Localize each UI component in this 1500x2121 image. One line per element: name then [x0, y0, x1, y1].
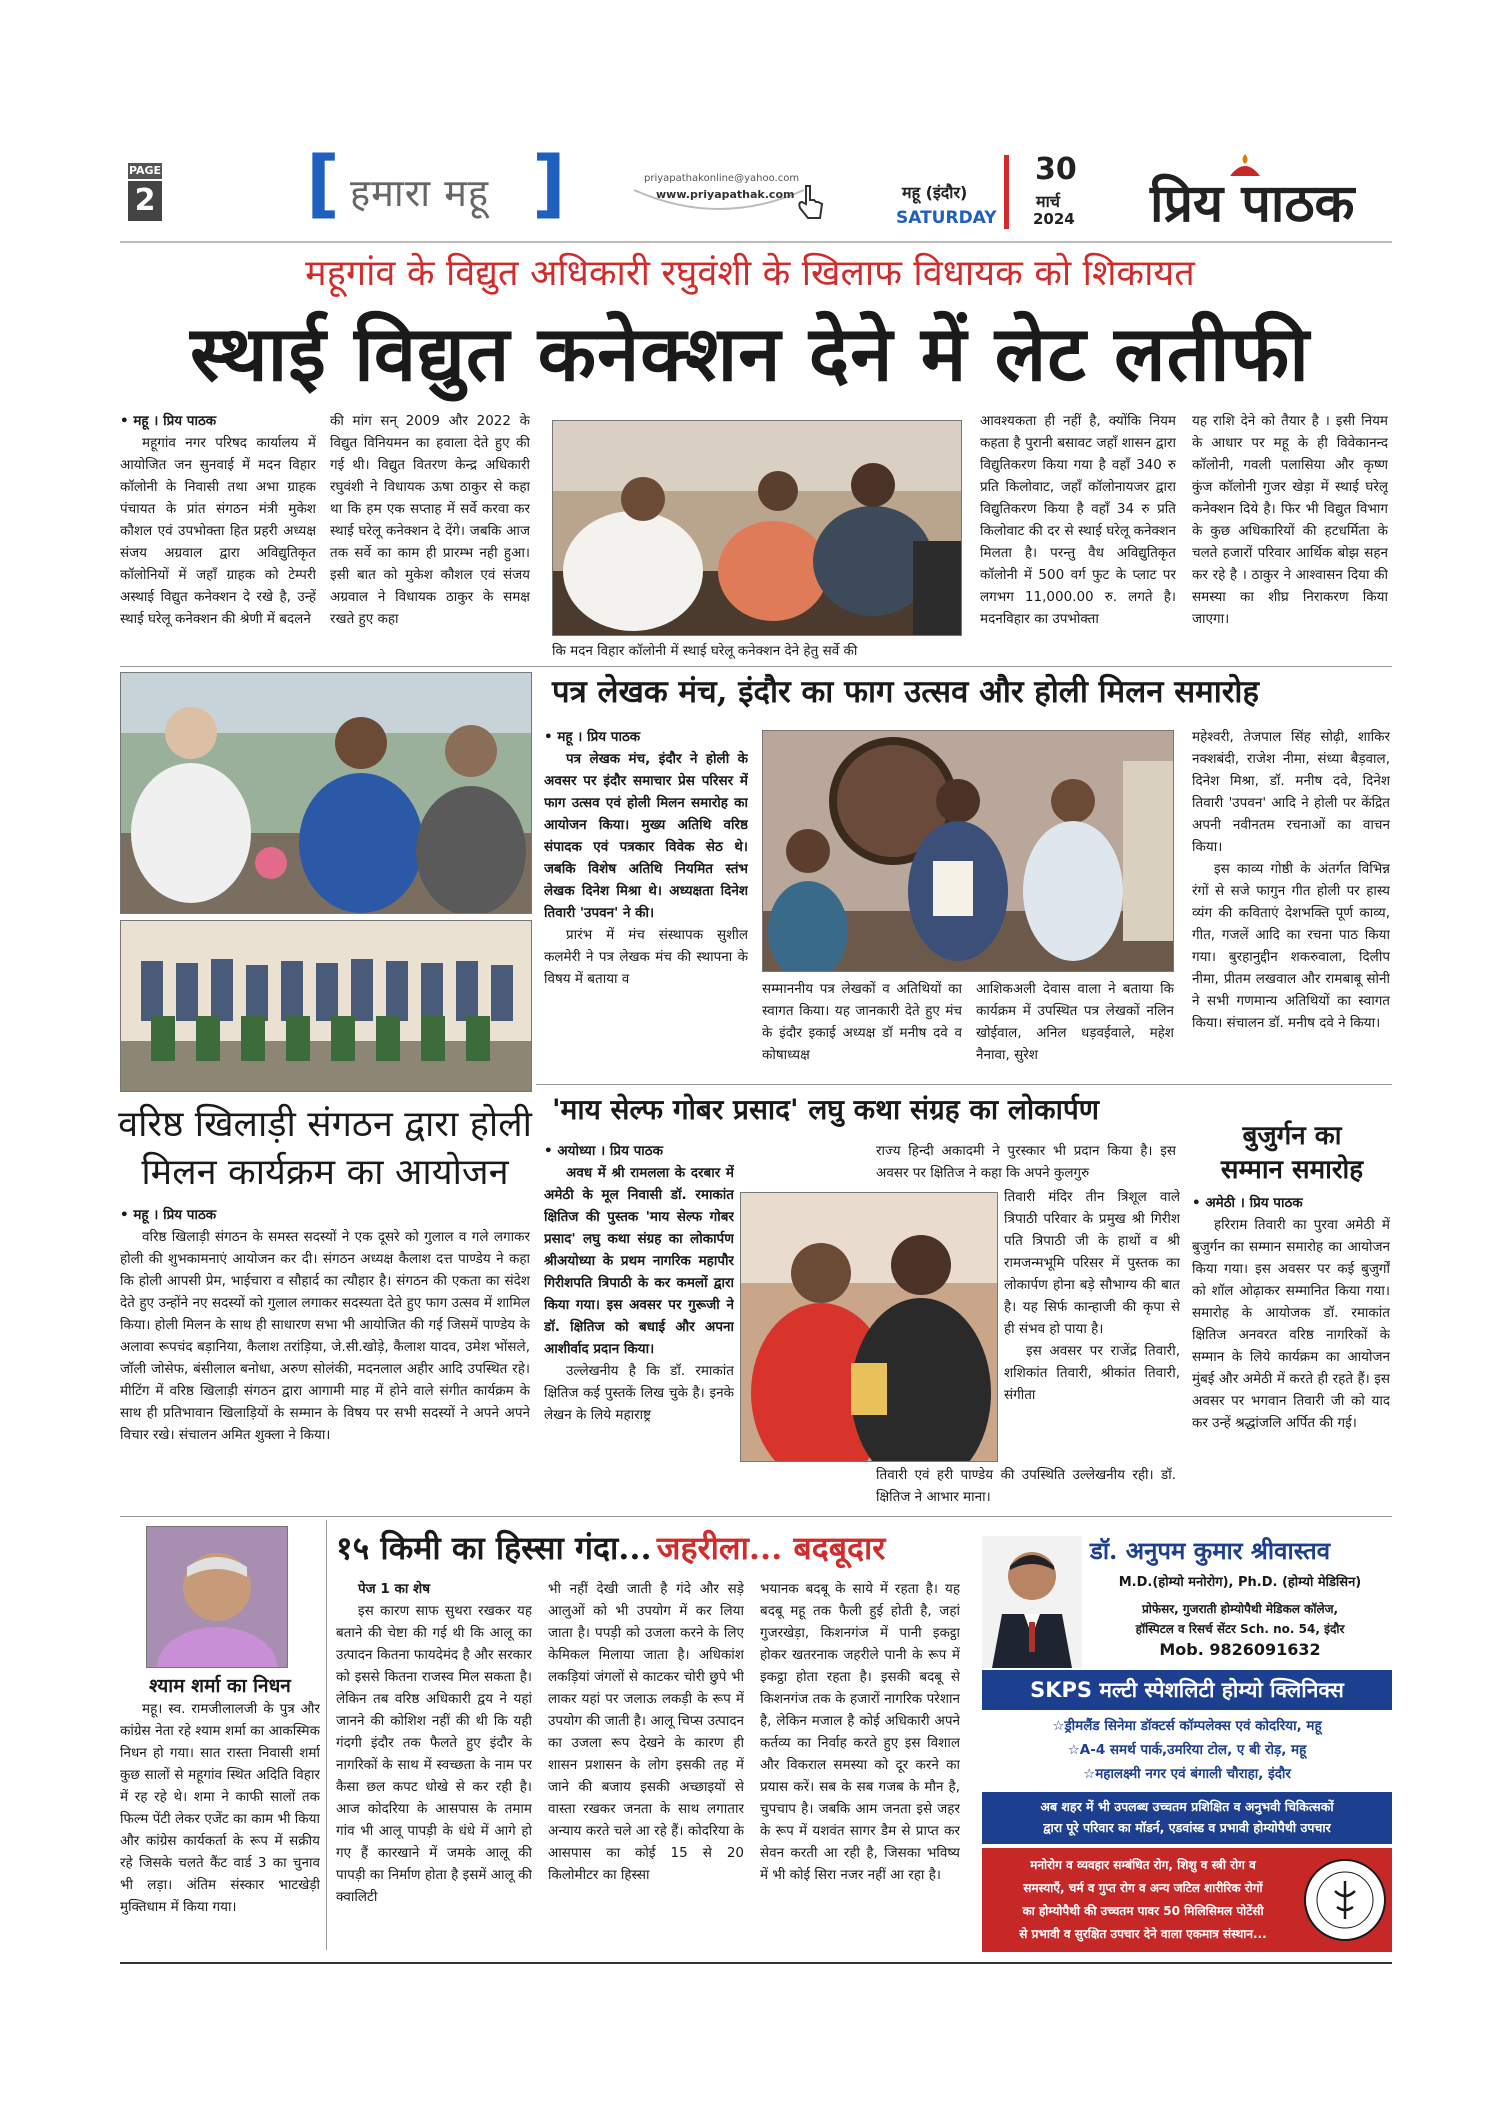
story5-headline-2: सम्मान समारोह: [1220, 1155, 1364, 1185]
doctor-name: डॉ. अनुपम कुमार श्रीवास्तव: [1090, 1536, 1331, 1565]
obituary-body: [120, 1698, 320, 1950]
page-label: PAGE: [128, 164, 162, 177]
story4-col2-top-text: राज्य हिन्दी अकादमी ने पुरस्कार भी प्रदान किया है। इस अवसर पर क्षितिज ने कहा कि अपने कुलगुरु: [876, 1143, 1176, 1181]
story3-headline-1: वरिष्ठ खिलाड़ी संगठन द्वारा होली: [118, 1104, 532, 1145]
story2-lead: पत्र लेखक मंच, इंदौर ने होली के अवसर पर इंदौर समाचार प्रेस परिसर में फाग उत्सव एवं होली मिलन समारोह का आयोजन किया। मुख्य अतिथि वरिष्ठ संपादक एवं पत्रकार विवेक सेठ थे। जबकि विशेष अतिथि नियमित स्तंभ लेखक दिनेश मिश्रा थे। अध्यक्षता दिनेश तिवारी 'उपवन' ने की।: [544, 751, 748, 921]
story6-col1-text: इस कारण साफ सुथरा रखकर यह बताने की चेष्टा की गई थी कि आलू का उत्पादन कितना फायदेमंद है और सरकार को इससे कितना राजस्व मिल सकता है। लेकिन तब वरिष्ठ अधिकारी द्वय ने यहां जानने की कोशिश नहीं की थी कि यही गंदगी इंदौर तक फैलते हुए इंदौर के नागरिकों के साथ में स्वच्छता के नाम पर कैसा छल कपट धोखे से कर रही है। आज कोदरिया के आसपास के तमाम गांव भी आलू पापड़ी के धंधे में आगे हो गए हैं कारखाने में जमके आलू की पापड़ी का निर्माण होता है इसमें आलू की क्वालिटी: [336, 1603, 532, 1905]
clinic-bottom-2: समस्याएँ, चर्म व गुप्त रोग व अन्य जटिल शारीरिक रोगों: [1023, 1881, 1263, 1895]
clinic-bottom-box: [982, 1848, 1392, 1952]
clinic-bottom-1: मनोरोग व व्यवहार सम्बंधित रोग, शिशु व स्त्री रोग व: [1030, 1858, 1256, 1872]
doctor-degrees: M.D.(होम्यो मनोरोग), Ph.D. (होम्यो मेडिसिन): [1118, 1575, 1362, 1590]
story1-col1: [120, 410, 316, 660]
doctor-position-1: प्रोफेसर, गुजराती होम्योपैथी मेडिकल कॉलेज,: [1141, 1602, 1339, 1616]
story4-col3-bottom-text: तिवारी एवं हरी पाण्डेय की उपस्थिति उल्लेखनीय रही। डॉ. क्षितिज ने आभार माना।: [876, 1467, 1176, 1505]
obituary-photo: [146, 1526, 288, 1668]
story2-photo-2: [120, 920, 532, 1092]
page-label-box: [128, 163, 162, 223]
story1-kicker: महूगांव के विद्युत अधिकारी रघुवंशी के खिलाफ विधायक को शिकायत: [305, 253, 1195, 294]
story4-headline: 'माय सेल्फ गोबर प्रसाद' लघु कथा संग्रह का लोकार्पण: [552, 1093, 1099, 1126]
story6-headline-red: जहरीला... बदबूदार: [656, 1529, 886, 1567]
story4-col2-top: [876, 1140, 1176, 1186]
date-month: मार्च: [1036, 192, 1060, 211]
story3-body-text: वरिष्ठ खिलाड़ी संगठन के समस्त सदस्यों ने एक दूसरे को गुलाल व गले लगाकर होली की शुभकामनाएं आयोजन कर दी। संगठन अध्यक्ष कैलाश दत्त पाण्डेय ने कहा कि होली आपसी प्रेम, भाईचारा व सौहार्द का त्यौहार है। संगठन की एकता का संदेश देते हुए उन्होंने नए सदस्यों को गुलाल लगाकर सदस्यता देते हुए फाग उत्सव में शामिल किया। होली मिलन के साथ ही साधारण सभा भी आयोजित की गई जिसमें पाण्डेय के अलावा रूपचंद बड़ानिया, कैलाश तरांड़िया, जे.सी.खोड़े, कैलाश यादव, उमेश भोंसले, जॉली जोसेफ, बंसीलाल बनोधा, अरुण सोलंकी, मदनलाल अहीर आदि उपस्थित रहे। मीटिंग में वरिष्ठ खिलाड़ी संगठन द्वारा आगामी माह में होने वाले संगीत कार्यक्रम के साथ ही प्रतिभावान खिलाड़ियों के सम्मान के विषय पर सभी सदस्यों ने अपने अपने विचार रखे। संचालन अमित शुक्ला ने किया।: [120, 1229, 530, 1443]
story6-col2-text: भी नहीं देखी जाती है गंदे और सड़े आलुओं को भी उपयोग में कर लिया जाता है। पपड़ी को उजला करने के लिए केमिकल मिलाया जाता है। अधिकांश लकड़ियां जंगलों से काटकर चोरी छुपे भी लाकर यहां पर जलाऊ लकड़ी के रूप में उपयोग की जाती है। आलू चिप्स उत्पादन का उजला रूप देखने के कारण ही शासन प्रशासन के लोग इसकी तह में जाने की बजाय इसकी अच्छाइयों से वास्ता रखकर जनता के साथ लगातार अन्याय करते चले आ रहे हैं। कोदरिया के आसपास का कोई 15 से 20 किलोमीटर का हिस्सा: [548, 1581, 744, 1883]
section-header: [306, 141, 566, 227]
story1-col4: [1192, 410, 1388, 660]
story4-col3: [1004, 1186, 1180, 1466]
story6-col1: [336, 1578, 532, 1958]
clinic-banner: [982, 1792, 1392, 1844]
obituary-body-text: महू। स्व. रामजीलालजी के पुत्र और कांग्रेस नेता रहे श्याम शर्मा का आकस्मिक निधन हो गया। सात रास्ता निवासी शर्मा कुछ सालों से महूगांव स्थित अदिति विहार में रह रहे थे। शमा ने काफी सालों तक फिल्म पेंटी लेकर एजेंट का काम भी किया और कांग्रेस कार्यकर्ता के रूप में सक्रीय रहे जिसके चलते कैंट वार्ड 3 का चुनाव भी लड़ा। अंतिम संस्कार भाटखेड़ी मुक्तिधाम में किया गया।: [120, 1701, 320, 1915]
section-title: हमारा महू: [350, 171, 490, 215]
story1-bottom-rule: [120, 666, 1392, 667]
story5-headline-1: बुजुर्गन का: [1242, 1121, 1342, 1151]
masthead-rule: [120, 241, 1392, 243]
story2-photo-1: [120, 672, 532, 914]
story2-col1-tail: प्रारंभ में मंच संस्थापक सुशील कलमेरी ने पत्र लेखक मंच की स्थापना के विषय में बताया व: [544, 927, 748, 987]
story5-body-text: हरिराम तिवारी का पुरवा अमेठी में बुजुर्गन का सम्मान समारोह का आयोजन किया गया। इस अवसर पर कई बुजुर्गों को शॉल ओढ़ाकर सम्मानित किया गया।समारोह के आयोजक डॉ. रमाकांत क्षितिज अनवरत वरिष्ठ नागरिकों के सम्मान के लिये कार्यक्रम का आयोजन मुंबई और अमेठी में करते ही रहते हैं। इस अवसर पर भगवान तिवारी जी को याद कर उन्हें श्रद्धांजलि अर्पित की गई।: [1192, 1217, 1390, 1431]
story6-col3: [760, 1578, 960, 1958]
clinic-address-3: ☆महालक्ष्मी नगर एवं बंगाली चौराहा, इंदौर: [1083, 1766, 1291, 1782]
story2-col2: [762, 978, 962, 1068]
page-number: 2: [128, 181, 162, 221]
story4-lead: अवध में श्री रामलला के दरबार में अमेठी के मूल निवासी डॉ. रमाकांत क्षितिज की पुस्तक 'माय सेल्फ गोबर प्रसाद' लघु कथा संग्रह का लोकार्पण श्रीअयोध्या के प्रथम नागरिक महापौर गिरीशपति त्रिपाठी के कर कमलों द्वारा किया गया। इस अवसर पर गुरूजी ने डॉ. क्षितिज को बधाई और अपना आशीर्वाद प्रदान किया।: [544, 1165, 734, 1357]
lower-rule: [120, 1516, 1392, 1517]
story5-body: [1192, 1192, 1390, 1512]
date-year: 2024: [1033, 210, 1075, 228]
clinic-banner-1: अब शहर में भी उपलब्ध उच्चतम प्रशिक्षित व अनुभवी चिकित्सकों: [1040, 1799, 1334, 1814]
story6-headline-black: १५ किमी का हिस्सा गंदा...: [336, 1529, 652, 1567]
mid-rule: [536, 1084, 1392, 1085]
clinic-bottom-4: से प्रभावी व सुरक्षित उपचार देने वाला एकमात्र संस्थान...: [1019, 1927, 1267, 1941]
story2-col4b-text: इस काव्य गोष्ठी के अंतर्गत विभिन्न रंगों से सजे फागुन गीत होली पर हास्य व्यंग की कविताएं देशभक्ति पूर्ण काव्य, गीत, गजलें आदि का रचना पाठ किया गया। बुरहानुद्दीन शकरुवाला, दिलीप नीमा, प्रीतम लखवाल और रामबाबू सोनी ने सभी गणमान्य अतिथियों का स्वागत किया। संचालन डॉ. मनीष दवे ने किया।: [1192, 861, 1390, 1031]
doctor-photo-art: [982, 1536, 1082, 1668]
story2-col1: [544, 726, 748, 1066]
story4-dateline: • अयोध्या । प्रिय पाठक: [544, 1143, 663, 1159]
story6-col3-text: भयानक बदबू के साये में रहता है। यह बदबू महू तक फैली हुई होती है, जहां गुजरखेड़ा, किशनगंज में पानी इकट्ठा होकर खतरनाक जहरीले पानी के रूप में इकट्ठा होता रहता है। इसकी बदबू से किशनगंज तक के हजारों नागरिक परेशान है, लेकिन मजाल है कोई अधिकारी अपने कर्तव्य का निर्वाह करते हुए इस विशाल और विकराल समस्या को दूर करने का प्रयास करें। सब के सब गजब के मौन है, चुपचाप है। जबकि आम जनता इसे जहर के रूप में यशवंत सागर डैम से प्राप्त कर सेवन करती आ रही है, जिसका भविष्य में भी कोई सिरा नजर नहीं आ रहा है।: [760, 1581, 960, 1883]
story1-col3-text: आवश्यकता ही नहीं है, क्योंकि नियम कहता है पुरानी बसावट जहाँ शासन द्वारा विद्युतिकरण किया गया है वहाँ 340 रु प्रति किलोवाट, जहाँ कॉलोनायजर द्वारा विद्युतिकरण किया है वहाँ 34 रु प्रति किलोवाट की दर से स्थाई घरेलू कनेक्शन मिलता है। परन्तु वैध अविद्युतिकृत कॉलोनी में 500 वर्ग फुट के प्लाट पर लगभग 11,000.00 रु. लगते है। मदनविहार का उपभोक्ता: [980, 413, 1176, 627]
story1-col1-text: महूगांव नगर परिषद कार्यालय में आयोजित जन सुनवाई में मदन विहार कॉलोनी के निवासी तथा अभा ग्राहक पंचायत के प्रांत संगठन मंत्री मुकेश कौशल एवं उपभोक्ता हित प्रहरी अध्यक्ष संजय अग्रवाल द्वारा अविद्युतिकृत कॉलोनियों में जहाँ ग्राहक को टेम्परी अस्थाई विद्युत कनेक्शन दे रखे है, उन्हें स्थाई घरेलू कनेक्शन की श्रेणी में बदलने: [120, 435, 316, 627]
date-day: 30: [1035, 152, 1077, 187]
story2-photo-1-art: [121, 673, 531, 913]
story2-headline: पत्र लेखक मंच, इंदौर का फाग उत्सव और होली मिलन समारोह: [552, 674, 1259, 710]
clinic-bottom-3: का होम्योपैथी की उच्चतम पावर 50 मिलिसिमल पोटेंसी: [1022, 1904, 1264, 1918]
story4-photo: [740, 1192, 998, 1462]
doctor-position-2: हॉस्पिटल व रिसर्च सेंटर Sch. no. 54, इंदौर: [1135, 1622, 1345, 1636]
section-bracket-close: ]: [532, 141, 566, 227]
dateline-weekday: SATURDAY: [896, 208, 997, 228]
doctor-mobile: Mob. 9826091632: [1159, 1640, 1321, 1659]
clinic-name-bar: [982, 1670, 1392, 1710]
story5-dateline: • अमेठी । प्रिय पाठक: [1192, 1195, 1303, 1211]
clinic-seal-icon: [1302, 1857, 1388, 1943]
story6-headline: [336, 1526, 976, 1569]
clinic-name: SKPS मल्टी स्पेशलिटी होम्यो क्लिनिक्स: [1030, 1678, 1344, 1702]
pointing-hand-icon: [794, 182, 828, 222]
contact-website[interactable]: www.priyapathak.com: [656, 188, 795, 201]
story1-col2: [330, 410, 530, 660]
story2-photo-3-art: [763, 731, 1173, 971]
contact-email: priyapathakonline@yahoo.com: [644, 173, 800, 184]
story1-photo-art: [553, 421, 961, 635]
story2-col3-text: आशिकअली देवास वाला ने बताया कि कार्यक्रम में उपस्थित पत्र लेखकों नलिन खोईवाल, अनिल धड़वईवाले, महेश नैनावा, सुरेश: [976, 981, 1174, 1063]
story2-photo-2-art: [121, 921, 531, 1091]
story4-col3-text: तिवारी मंदिर तीन त्रिशूल वाले त्रिपाठी परिवार के प्रमुख श्री गिरीश पति त्रिपाठी जी के हाथों व श्री रामजन्मभूमि परिसर में पुस्तक का लोकार्पण होना बड़े सौभाग्य की बात है। यह सिर्फ कान्हाजी की कृपा से ही संभव हो पाया है।: [1004, 1189, 1180, 1337]
contact-block: [624, 168, 824, 228]
obit-vrule: [326, 1520, 327, 1950]
story1-caption: [552, 640, 960, 664]
story2-col4-text: महेश्वरी, तेजपाल सिंह सोढ़ी, शाकिर नक्शबंदी, राजेश नीमा, संध्या बैड़वाल, दिनेश मिश्रा, डॉ. मनीष दवे, दिनेश तिवारी 'उपवन' आदि ने होली पर केंद्रित अपनी नवीनतम रचनाओं का वाचन किया।: [1192, 729, 1390, 855]
story6-col2: [548, 1578, 744, 1958]
story4-col1-tail: उल्लेखनीय है कि डॉ. रमाकांत क्षितिज कई पुस्तकें लिख चुके है। इनके लेखन के लिये महाराष्ट्र: [544, 1363, 734, 1423]
paper-logo: [1150, 160, 1390, 240]
story1-caption-text: कि मदन विहार कॉलोनी में स्थाई घरेलू कनेक्शन देने हेतु सर्वे की: [552, 643, 858, 659]
section-bracket-open: [: [306, 141, 340, 227]
date-divider: [1004, 155, 1009, 229]
story3-headline-2: मिलन कार्यक्रम का आयोजन: [141, 1152, 509, 1193]
paper-name: प्रिय पाठक: [1150, 173, 1355, 234]
story1-col3: [980, 410, 1176, 660]
clinic-address-1: ☆ड्रीमलैंड सिनेमा डॉक्टर्स कॉम्पलेक्स एवं कोदरिया, महू: [1052, 1718, 1322, 1734]
story2-dateline: • महू । प्रिय पाठक: [544, 729, 641, 745]
story1-photo: [552, 420, 962, 636]
story2-col4: [1192, 726, 1390, 1096]
doctor-photo: [982, 1536, 1082, 1668]
clinic-ad: [982, 1532, 1392, 1952]
story4-col1: [544, 1140, 734, 1510]
story2-col2-text: सम्माननीय पत्र लेखकों व अतिथियों का स्वागत किया। यह जानकारी देते हुए मंच के इंदौर इकाई अध्यक्ष डॉ मनीष दवे व कोषाध्यक्ष: [762, 981, 962, 1063]
story3-body: [120, 1204, 530, 1504]
story4-col3b-text: इस अवसर पर राजेंद्र तिवारी, शशिकांत तिवारी, श्रीकांत तिवारी, संगीता: [1004, 1343, 1180, 1403]
dateline-city: महू (इंदौर): [902, 183, 968, 202]
story2-col3: [976, 978, 1174, 1068]
clinic-banner-2: द्वारा पूरे परिवार का मॉडर्न, एडवांस्ड व प्रभावी होम्योपैथी उपचार: [1043, 1820, 1331, 1835]
obituary-headline: श्याम शर्मा का निधन: [149, 1675, 291, 1697]
story1-dateline: • महू । प्रिय पाठक: [120, 413, 217, 429]
story6-continued: पेज 1 का शेष: [358, 1581, 431, 1597]
story1-col2-text: की मांग सन् 2009 और 2022 के विद्युत विनियमन का हवाला देते हुए की गई थी। विद्युत वितरण केन्द्र अधिकारी रघुवंशी ने विधायक ऊषा ठाकुर से कहा था कि हम एक सप्ताह में सर्वे करवा कर स्थाई घरेलू कनेक्शन दे देंगे। जबकि आज तक सर्वे का काम ही प्रारम्भ नही हुआ। इसी बात को मुकेश कौशल एवं संजय अग्रवाल ने विधायक ठाकुर के समक्ष रखते हुए कहा: [330, 413, 530, 627]
obituary-photo-art: [147, 1527, 287, 1667]
story1-col4-text: यह राशि देने को तैयार है । इसी नियम के आधार पर महू के ही विवेकानन्द कॉलोनी, गवली पलासिया और कृष्ण कुंज कॉलोनी गुजर खेड़ा में स्थाई घरेलू कनेक्शन दिये है। फिर भी विद्युत विभाग के कुछ अधिकारियों की हटधर्मिता के चलते हजारों परिवार आर्थिक बोझ सहन कर रहे है । ठाकुर ने आश्वासन दिया की समस्या का शीघ्र निराकरण किया जाएगा।: [1192, 413, 1388, 627]
story4-photo-art: [741, 1193, 997, 1461]
story2-photo-3: [762, 730, 1174, 972]
story1-headline: स्थाई विद्युत कनेक्शन देने में लेट लतीफी: [190, 309, 1310, 398]
story4-col3-bottom: [876, 1464, 1176, 1510]
story3-dateline: • महू । प्रिय पाठक: [120, 1207, 217, 1223]
bottom-rule: [120, 1962, 1392, 1964]
clinic-address-2: ☆A-4 समर्थ पार्क,उमरिया टोल, ए बी रोड़, महू: [1067, 1742, 1307, 1758]
